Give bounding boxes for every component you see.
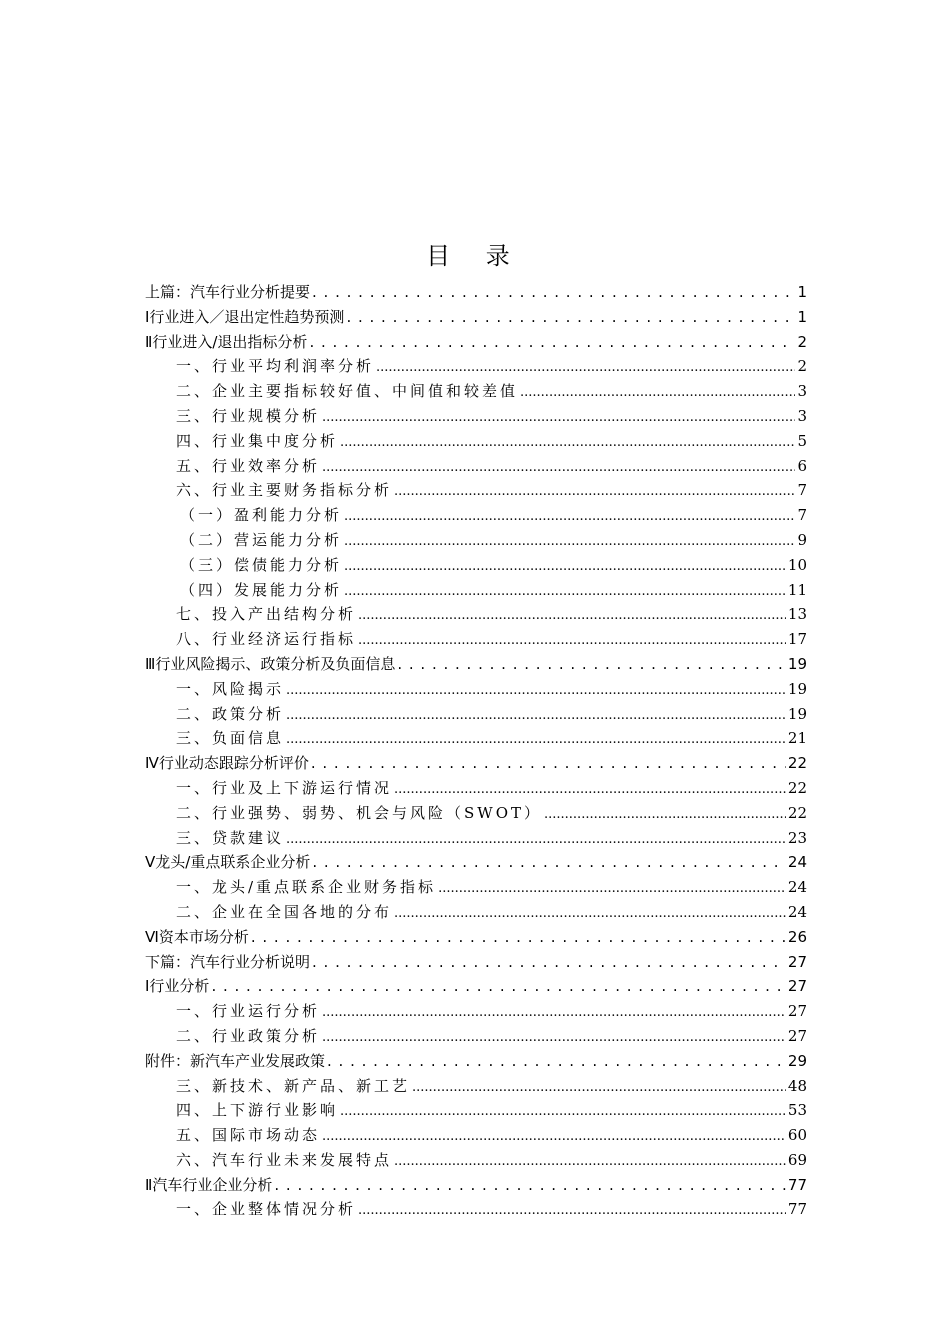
toc-entry[interactable] (145, 379, 807, 404)
toc-dot-leader (358, 1197, 786, 1224)
toc-dot-leader (438, 875, 786, 902)
toc-entry[interactable] (145, 478, 807, 503)
toc-entry-page-number: 69 (787, 1150, 807, 1169)
toc-dot-leader (251, 925, 786, 950)
toc-entry[interactable] (145, 1148, 807, 1173)
toc-entry-page-number: 1 (797, 283, 807, 301)
toc-entry-page-number: 77 (787, 1200, 807, 1219)
toc-dot-leader (394, 900, 786, 927)
toc-entry[interactable] (145, 627, 807, 652)
toc-entry[interactable] (145, 354, 807, 379)
toc-entry-label: Ⅰ行业进入／退出定性趋势预测 (145, 307, 345, 326)
toc-entry-label: 下篇：汽车行业分析说明 (145, 952, 311, 971)
toc-entry-page-number: 22 (787, 778, 807, 797)
toc-entry[interactable] (145, 1074, 807, 1099)
toc-entry-label: 三、行业规模分析 (176, 406, 321, 425)
toc-dot-leader (311, 751, 786, 776)
toc-entry-page-number: 23 (787, 828, 807, 847)
toc-entry[interactable] (145, 429, 807, 454)
toc-entry[interactable] (145, 1024, 807, 1049)
toc-entry-page-number: 27 (787, 1002, 807, 1021)
toc-entry-page-number: 9 (797, 530, 807, 549)
toc-dot-leader (346, 305, 795, 330)
toc-entry[interactable] (145, 1173, 807, 1198)
toc-dot-leader (312, 950, 786, 975)
toc-dot-leader (397, 652, 786, 677)
toc-entry[interactable] (145, 726, 807, 751)
toc-entry[interactable] (145, 776, 807, 801)
toc-entry-label: 二、企业在全国各地的分布 (176, 902, 393, 921)
toc-entry[interactable] (145, 826, 807, 851)
toc-entry[interactable] (145, 652, 807, 677)
toc-entry-label: （二）营运能力分析 (180, 530, 343, 549)
toc-entry-label: 四、上下游行业影响 (176, 1101, 339, 1120)
toc-entry-label: Ⅰ行业分析 (145, 977, 210, 996)
toc-entry[interactable] (145, 404, 807, 429)
toc-entry-page-number: 19 (787, 654, 807, 673)
toc-entry-label: Ⅴ龙头/重点联系企业分析 (145, 853, 311, 872)
toc-entry-page-number: 19 (787, 704, 807, 723)
toc-dot-leader (322, 454, 795, 481)
toc-dot-leader (322, 1123, 786, 1150)
toc-entry-page-number: 60 (787, 1126, 807, 1145)
toc-dot-leader (344, 553, 786, 580)
toc-entry-label: 三、新技术、新产品、新工艺 (176, 1076, 411, 1095)
toc-entry-page-number: 17 (787, 630, 807, 649)
toc-entry-label: （一）盈利能力分析 (180, 506, 343, 525)
toc-dot-leader (211, 974, 785, 999)
toc-entry[interactable] (145, 925, 807, 950)
toc-dot-leader (340, 1098, 786, 1125)
toc-entry[interactable] (145, 850, 807, 875)
toc-entry-label: 附件：新汽车产业发展政策 (145, 1051, 326, 1070)
toc-entry-page-number: 13 (787, 605, 807, 624)
toc-entry-page-number: 26 (787, 927, 807, 946)
toc-entry-page-number: 27 (787, 977, 807, 996)
toc-entry-page-number: 48 (787, 1076, 807, 1095)
toc-entry-page-number: 24 (787, 878, 807, 897)
toc-title: 目 录 (426, 242, 524, 270)
toc-dot-leader (322, 1024, 786, 1051)
toc-entry-page-number: 5 (797, 431, 807, 450)
toc-entry-page-number: 22 (787, 754, 807, 773)
toc-entry[interactable] (145, 454, 807, 479)
toc-entry-label: 四、行业集中度分析 (176, 431, 339, 450)
toc-dot-leader (309, 330, 795, 355)
toc-entry-page-number: 2 (797, 332, 807, 351)
toc-dot-leader (312, 280, 795, 305)
toc-entry[interactable] (145, 553, 807, 578)
toc-entry[interactable] (145, 875, 807, 900)
toc-dot-leader (344, 578, 786, 605)
toc-entry[interactable] (145, 999, 807, 1024)
toc-dot-leader (286, 726, 786, 753)
toc-entry[interactable] (145, 528, 807, 553)
toc-entry-page-number: 7 (797, 506, 807, 525)
toc-entry-label: 二、行业政策分析 (176, 1026, 321, 1045)
toc-dot-leader (412, 1074, 786, 1101)
toc-entry-label: 三、负面信息 (176, 729, 285, 748)
toc-entry[interactable] (145, 974, 807, 999)
toc-entry-label: 上篇：汽车行业分析提要 (145, 283, 311, 301)
toc-entry-page-number: 6 (797, 456, 807, 475)
toc-dot-leader (274, 1173, 786, 1198)
toc-entry[interactable] (145, 503, 807, 528)
toc-entry-label: 一、龙头/重点联系企业财务指标 (176, 878, 437, 897)
toc-entry[interactable] (145, 1123, 807, 1148)
toc-entry-page-number: 24 (787, 902, 807, 921)
toc-entry-label: 一、行业及上下游运行情况 (176, 778, 393, 797)
toc-entry-page-number: 19 (787, 679, 807, 698)
toc-entry-label: 六、汽车行业未来发展特点 (176, 1150, 393, 1169)
toc-entry[interactable] (145, 1197, 807, 1222)
toc-entry[interactable] (145, 602, 807, 627)
toc-entry-label: （三）偿债能力分析 (180, 555, 343, 574)
toc-entry-label: Ⅱ行业进入/退出指标分析 (145, 332, 308, 351)
toc-entry-label: 一、企业整体情况分析 (176, 1200, 357, 1219)
toc-dot-leader (344, 528, 795, 555)
toc-entry-label: 三、贷款建议 (176, 828, 285, 847)
toc-entry[interactable] (145, 950, 807, 975)
table-of-contents (145, 280, 807, 1222)
toc-entry-page-number: 27 (787, 952, 807, 971)
toc-entry[interactable] (145, 900, 807, 925)
toc-dot-leader (394, 776, 786, 803)
toc-entry-label: （四）发展能力分析 (180, 580, 343, 599)
toc-dot-leader (394, 478, 795, 505)
toc-entry-page-number: 29 (787, 1051, 807, 1070)
toc-entry-page-number: 22 (787, 803, 807, 822)
toc-entry-page-number: 53 (787, 1101, 807, 1120)
toc-entry-label: 六、行业主要财务指标分析 (176, 481, 393, 500)
toc-entry[interactable] (145, 801, 807, 826)
toc-entry-page-number: 24 (787, 853, 807, 872)
toc-entry-label: 二、行业强势、弱势、机会与风险（SWOT） (176, 803, 542, 822)
toc-dot-leader (358, 602, 786, 629)
toc-dot-leader (286, 677, 786, 704)
toc-entry[interactable] (145, 305, 807, 330)
toc-entry-page-number: 7 (797, 481, 807, 500)
toc-entry[interactable] (145, 1098, 807, 1123)
toc-dot-leader (520, 379, 795, 406)
toc-dot-leader (322, 404, 795, 431)
toc-dot-leader (544, 801, 786, 828)
toc-entry[interactable] (145, 578, 807, 603)
toc-entry-label: Ⅳ行业动态跟踪分析评价 (145, 754, 309, 773)
toc-entry-label: 一、行业运行分析 (176, 1002, 321, 1021)
toc-entry-page-number: 11 (787, 580, 807, 599)
toc-dot-leader (394, 1148, 786, 1175)
toc-entry[interactable] (145, 702, 807, 727)
toc-dot-leader (358, 627, 786, 654)
toc-entry[interactable] (145, 677, 807, 702)
toc-entry-label: Ⅲ行业风险揭示、政策分析及负面信息 (145, 654, 396, 673)
toc-entry-page-number: 3 (797, 382, 807, 401)
toc-entry-label: Ⅱ汽车行业企业分析 (145, 1175, 273, 1194)
toc-entry-label: 五、行业效率分析 (176, 456, 321, 475)
toc-entry-label: 八、行业经济运行指标 (176, 630, 357, 649)
toc-entry-label: 二、政策分析 (176, 704, 285, 723)
toc-dot-leader (376, 354, 795, 381)
toc-entry-page-number: 77 (787, 1175, 807, 1194)
toc-entry-page-number: 2 (797, 357, 807, 376)
toc-entry[interactable] (145, 751, 807, 776)
toc-entry-page-number: 10 (787, 555, 807, 574)
toc-dot-leader (340, 429, 795, 456)
toc-entry-label: 一、行业平均利润率分析 (176, 357, 375, 376)
toc-entry-label: 一、风险揭示 (176, 679, 285, 698)
toc-entry[interactable] (145, 1049, 807, 1074)
toc-dot-leader (286, 702, 786, 729)
toc-entry-label: 七、投入产出结构分析 (176, 605, 357, 624)
toc-entry[interactable] (145, 330, 807, 355)
toc-dot-leader (312, 850, 786, 875)
toc-entry-label: 二、企业主要指标较好值、中间值和较差值 (176, 382, 519, 401)
toc-entry-label: 五、国际市场动态 (176, 1126, 321, 1145)
toc-entry-page-number: 3 (797, 406, 807, 425)
toc-entry[interactable] (145, 280, 807, 305)
toc-dot-leader (286, 826, 786, 853)
toc-entry-page-number: 1 (797, 307, 807, 326)
toc-entry-label: Ⅵ资本市场分析 (145, 927, 249, 946)
toc-dot-leader (344, 503, 795, 530)
toc-entry-page-number: 21 (787, 729, 807, 748)
toc-entry-page-number: 27 (787, 1026, 807, 1045)
toc-dot-leader (327, 1049, 786, 1074)
toc-dot-leader (322, 999, 786, 1026)
